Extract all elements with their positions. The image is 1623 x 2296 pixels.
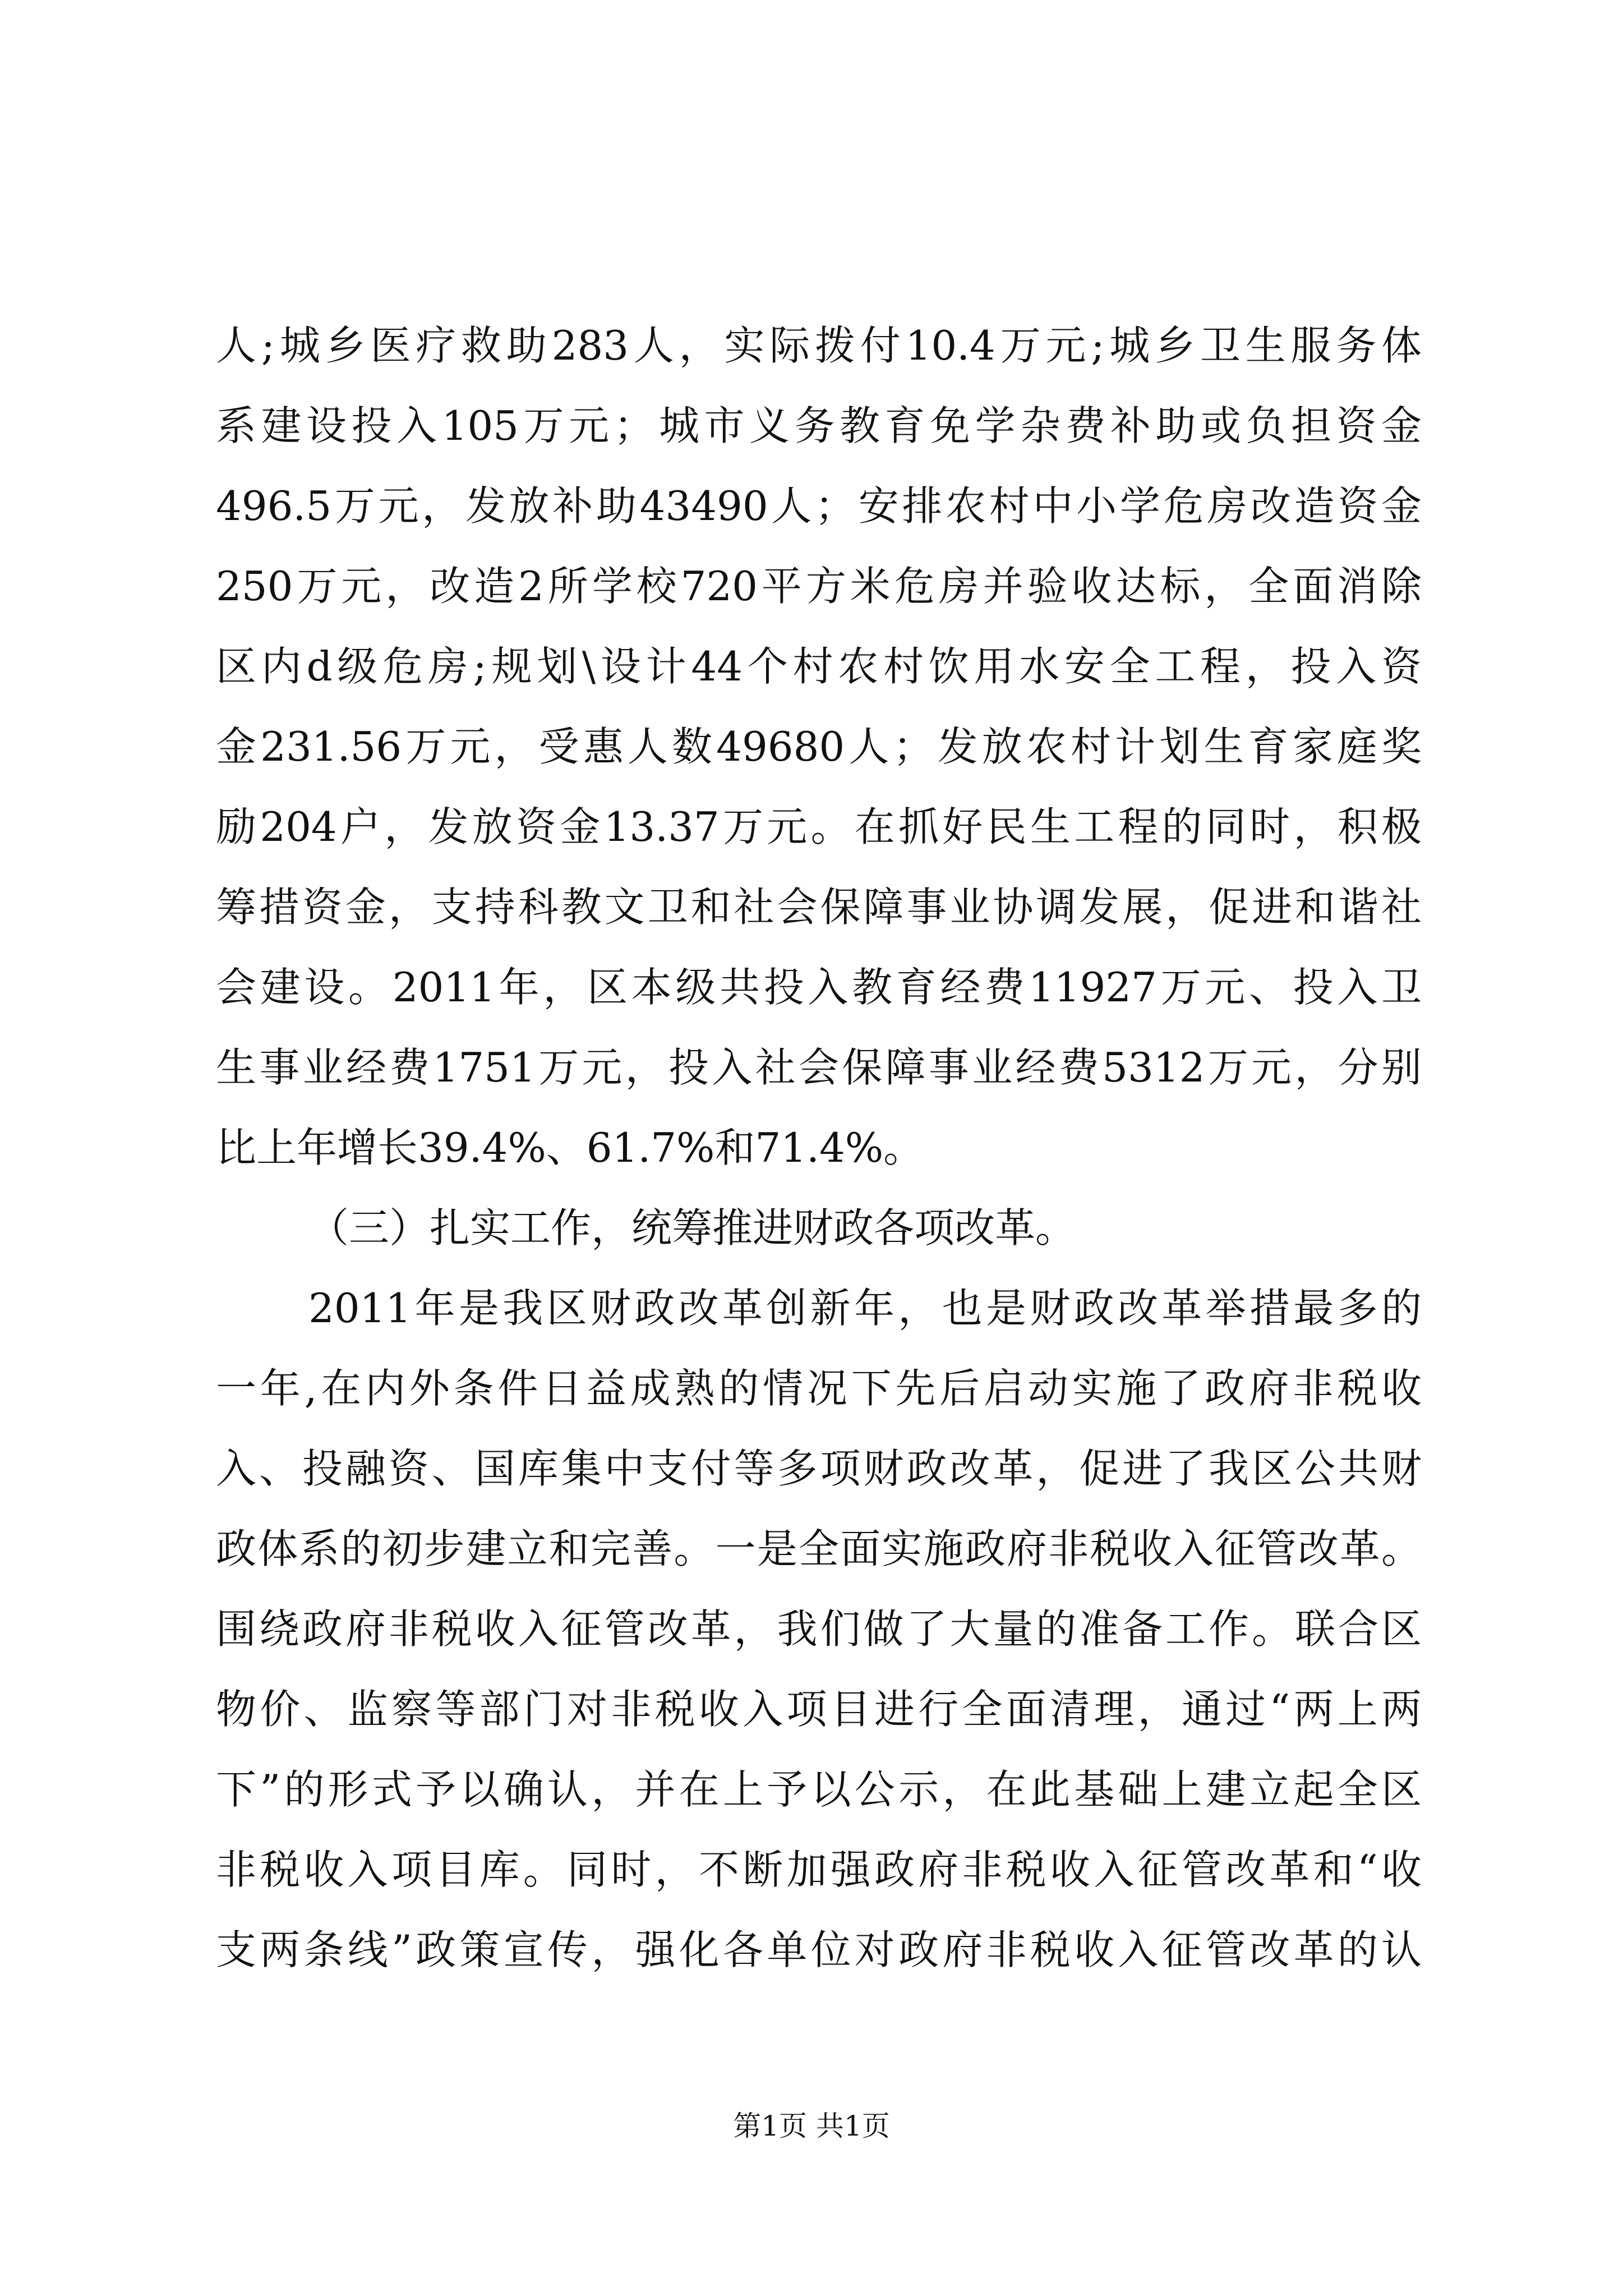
text-line: 人;城乡医疗救助283人，实际拨付10.4万元;城乡卫生服务体 bbox=[216, 322, 1422, 369]
text-line: 筹措资金，支持科教文卫和社会保障事业协调发展，促进和谐社 bbox=[216, 884, 1422, 931]
text-line: 物价、监察等部门对非税收入项目进行全面清理，通过“两上两 bbox=[216, 1686, 1422, 1733]
text-line: 生事业经费1751万元，投入社会保障事业经费5312万元，分别 bbox=[216, 1044, 1422, 1091]
paragraph-first-line: 2011年是我区财政改革创新年，也是财政改革举措最多的 bbox=[308, 1285, 1422, 1332]
text-line: 政体系的初步建立和完善。一是全面实施政府非税收入征管改革。 bbox=[216, 1525, 1422, 1572]
text-line: 一年,在内外条件日益成熟的情况下先后启动实施了政府非税收 bbox=[216, 1365, 1422, 1412]
text-line: 励204户，发放资金13.37万元。在抓好民生工程的同时，积极 bbox=[216, 803, 1422, 850]
text-line: 围绕政府非税收入征管改革，我们做了大量的准备工作。联合区 bbox=[216, 1605, 1422, 1653]
text-line: 支两条线”政策宣传，强化各单位对政府非税收入征管改革的认 bbox=[216, 1926, 1422, 1973]
text-line: 入、投融资、国库集中支付等多项财政改革，促进了我区公共财 bbox=[216, 1445, 1422, 1492]
section-heading: （三）扎实工作，统筹推进财政各项改革。 bbox=[308, 1204, 1076, 1251]
text-line: 金231.56万元，受惠人数49680人；发放农村计划生育家庭奖 bbox=[216, 723, 1422, 770]
text-line: 496.5万元，发放补助43490人；安排农村中小学危房改造资金 bbox=[216, 482, 1422, 530]
text-line: 非税收入项目库。同时，不断加强政府非税收入征管改革和“收 bbox=[216, 1846, 1422, 1893]
body-text bbox=[216, 306, 1422, 1990]
text-line: 系建设投入105万元；城市义务教育免学杂费补助或负担资金 bbox=[216, 402, 1422, 449]
text-line: 会建设。2011年，区本级共投入教育经费11927万元、投入卫 bbox=[216, 964, 1422, 1011]
paragraph-end-line: 比上年增长39.4%、61.7%和71.4%。 bbox=[216, 1124, 924, 1171]
text-line: 250万元，改造2所学校720平方米危房并验收达标，全面消除 bbox=[216, 563, 1422, 610]
text-line: 区内d级危房;规划\设计44个村农村饮用水安全工程，投入资 bbox=[216, 643, 1422, 690]
text-line: 下”的形式予以确认，并在上予以公示，在此基础上建立起全区 bbox=[216, 1766, 1422, 1813]
page-number-footer: 第1页 共1页 bbox=[733, 2110, 890, 2142]
